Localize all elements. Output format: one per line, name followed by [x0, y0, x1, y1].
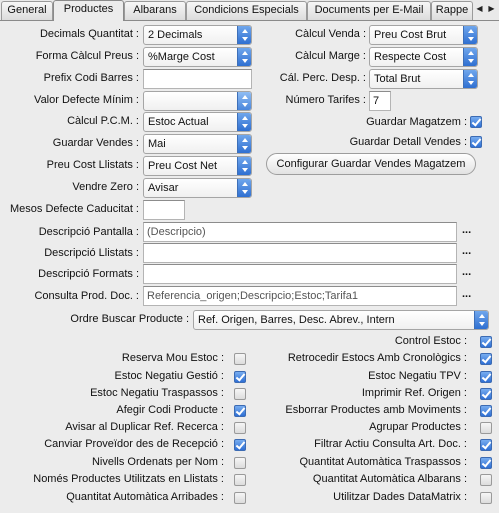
vendre-zero-value: Avisar: [148, 182, 179, 194]
estoc-negatiu-gestio-label: Estoc Negatiu Gestió :: [114, 370, 224, 382]
descripcio-formats-ellipsis-button[interactable]: ...: [462, 266, 472, 278]
updown-arrows-icon: [463, 70, 477, 88]
descripcio-llistats-input[interactable]: [143, 243, 457, 263]
quantitat-albarans-checkbox[interactable]: [480, 474, 492, 486]
decimals-quantitat-value: 2 Decimals: [148, 29, 203, 41]
cal-perc-desp-label: Cál. Perc. Desp. :: [279, 72, 366, 84]
avisar-duplicar-label: Avisar al Duplicar Ref. Recerca :: [65, 421, 224, 433]
mesos-caducitat-input[interactable]: [143, 200, 185, 220]
scroll-right-icon[interactable]: ▶: [488, 4, 495, 13]
consulta-prod-doc-label: Consulta Prod. Doc. :: [34, 290, 139, 302]
calcul-marge-select[interactable]: [369, 47, 478, 67]
scroll-left-icon[interactable]: ◀: [476, 4, 483, 13]
calcul-venda-value: Preu Cost Brut: [374, 29, 447, 41]
control-estoc-label: Control Estoc :: [394, 335, 467, 347]
calcul-marge-value: Respecte Cost: [374, 51, 447, 63]
ordre-buscar-select[interactable]: [193, 310, 489, 330]
guardar-vendes-label: Guardar Vendes :: [52, 137, 139, 149]
descripcio-formats-label: Descripció Formats :: [38, 268, 139, 280]
guardar-magatzem-label: Guardar Magatzem :: [366, 116, 467, 128]
numero-tarifes-label: Número Tarifes :: [285, 94, 366, 106]
descripcio-pantalla-label: Descripció Pantalla :: [38, 226, 139, 238]
avisar-duplicar-checkbox[interactable]: [234, 422, 246, 434]
configurar-guardar-vendes-button[interactable]: Configurar Guardar Vendes Magatzem: [266, 153, 476, 175]
descripcio-llistats-label: Descripció Llistats :: [44, 247, 139, 259]
esborrar-productes-checkbox[interactable]: [480, 405, 492, 417]
agrupar-productes-checkbox[interactable]: [480, 422, 492, 434]
preu-cost-llistats-select[interactable]: [143, 156, 252, 176]
quantitat-arribades-label: Quantitat Automàtica Arribades :: [66, 491, 224, 503]
reserva-mou-estoc-checkbox[interactable]: [234, 353, 246, 365]
consulta-prod-doc-ellipsis-button[interactable]: ...: [462, 288, 472, 300]
calcul-venda-label: Càlcul Venda :: [295, 28, 366, 40]
retrocedir-estocs-checkbox[interactable]: [480, 353, 492, 365]
utilitzar-datamatrix-label: Utilitzar Dades DataMatrix :: [333, 491, 467, 503]
imprimir-ref-origen-checkbox[interactable]: [480, 388, 492, 400]
guardar-magatzem-checkbox[interactable]: [470, 116, 482, 128]
tab-productes[interactable]: Productes: [53, 0, 124, 21]
updown-arrows-icon: [237, 179, 251, 197]
quantitat-albarans-label: Quantitat Automàtica Albarans :: [312, 473, 467, 485]
consulta-prod-doc-input[interactable]: Referencia_origen;Descripcio;Estoc;Tarifa1: [143, 286, 457, 306]
tab-documents-email[interactable]: Documents per E-Mail: [307, 1, 431, 20]
preu-cost-llistats-label: Preu Cost Llistats :: [46, 159, 139, 171]
ordre-buscar-value: Ref. Origen, Barres, Desc. Abrev., Intern: [198, 314, 395, 326]
vendre-zero-select[interactable]: [143, 178, 252, 198]
estoc-negatiu-traspassos-checkbox[interactable]: [234, 388, 246, 400]
canviar-proveidor-checkbox[interactable]: [234, 439, 246, 451]
agrupar-productes-label: Agrupar Productes :: [369, 421, 467, 433]
prefix-codi-label: Prefix Codi Barres :: [43, 72, 139, 84]
updown-arrows-icon: [463, 26, 477, 44]
nivells-ordenats-label: Nivells Ordenats per Nom :: [91, 456, 224, 468]
guardar-vendes-value: Mai: [148, 138, 166, 150]
quantitat-traspassos-checkbox[interactable]: [480, 457, 492, 469]
decimals-quantitat-label: Decimals Quantitat :: [39, 28, 139, 40]
descripcio-pantalla-ellipsis-button[interactable]: ...: [462, 224, 472, 236]
cal-perc-desp-value: Total Brut: [374, 73, 421, 85]
estoc-negatiu-gestio-checkbox[interactable]: [234, 371, 246, 383]
calcul-pcm-value: Estoc Actual: [148, 116, 209, 128]
vendre-zero-label: Vendre Zero :: [72, 181, 139, 193]
updown-arrows-icon: [463, 48, 477, 66]
updown-arrows-icon: [237, 135, 251, 153]
imprimir-ref-origen-label: Imprimir Ref. Origen :: [361, 387, 467, 399]
tab-albarans[interactable]: Albarans: [124, 1, 186, 20]
estoc-negatiu-traspassos-label: Estoc Negatiu Traspassos :: [90, 387, 224, 399]
afegir-codi-producte-label: Afegir Codi Producte :: [116, 404, 224, 416]
descripcio-pantalla-input[interactable]: (Descripcio): [143, 222, 457, 242]
guardar-vendes-select[interactable]: [143, 134, 252, 154]
reserva-mou-estoc-label: Reserva Mou Estoc :: [121, 352, 224, 364]
nivells-ordenats-checkbox[interactable]: [234, 457, 246, 469]
ordre-buscar-label: Ordre Buscar Producte :: [70, 313, 189, 325]
updown-arrows-icon: [474, 311, 488, 329]
preu-cost-llistats-value: Preu Cost Net: [148, 160, 218, 172]
filtrar-actiu-label: Filtrar Actiu Consulta Art. Doc. :: [314, 438, 467, 450]
dropdown-icon: [237, 92, 251, 110]
numero-tarifes-input[interactable]: 7: [369, 91, 391, 111]
control-estoc-checkbox[interactable]: [480, 336, 492, 348]
forma-calcul-select[interactable]: [143, 47, 252, 67]
valor-defecte-label: Valor Defecte Mínim :: [34, 94, 139, 106]
updown-arrows-icon: [237, 157, 251, 175]
prefix-codi-input[interactable]: [143, 69, 252, 89]
calcul-pcm-select[interactable]: [143, 112, 252, 132]
filtrar-actiu-checkbox[interactable]: [480, 439, 492, 451]
retrocedir-estocs-label: Retrocedir Estocs Amb Cronològics :: [287, 352, 467, 364]
estoc-negatiu-tpv-checkbox[interactable]: [480, 371, 492, 383]
tab-rappe[interactable]: Rappe: [431, 1, 473, 20]
quantitat-arribades-checkbox[interactable]: [234, 492, 246, 504]
descripcio-llistats-ellipsis-button[interactable]: ...: [462, 245, 472, 257]
calcul-pcm-label: Càlcul P.C.M. :: [67, 115, 139, 127]
guardar-detall-checkbox[interactable]: [470, 136, 482, 148]
decimals-quantitat-select[interactable]: [143, 25, 252, 45]
nomes-productes-checkbox[interactable]: [234, 474, 246, 486]
estoc-negatiu-tpv-label: Estoc Negatiu TPV :: [368, 370, 467, 382]
forma-calcul-value: %Marge Cost: [148, 51, 215, 63]
updown-arrows-icon: [237, 26, 251, 44]
esborrar-productes-label: Esborrar Productes amb Moviments :: [285, 404, 467, 416]
nomes-productes-label: Només Productes Utilitzats en Llistats :: [33, 473, 224, 485]
canviar-proveidor-label: Canviar Proveïdor des de Recepció :: [44, 438, 224, 450]
calcul-venda-select[interactable]: [369, 25, 478, 45]
mesos-caducitat-label: Mesos Defecte Caducitat :: [9, 203, 139, 215]
updown-arrows-icon: [237, 113, 251, 131]
tab-bar: [0, 0, 499, 20]
calcul-marge-label: Càlcul Marge :: [295, 50, 366, 62]
tab-general[interactable]: General: [1, 1, 53, 20]
utilitzar-datamatrix-checkbox[interactable]: [480, 492, 492, 504]
guardar-detall-label: Guardar Detall Vendes :: [349, 136, 467, 148]
afegir-codi-producte-checkbox[interactable]: [234, 405, 246, 417]
valor-defecte-select[interactable]: [143, 91, 252, 111]
forma-calcul-label: Forma Càlcul Preus :: [35, 50, 139, 62]
quantitat-traspassos-label: Quantitat Automàtica Traspassos :: [299, 456, 467, 468]
descripcio-formats-input[interactable]: [143, 264, 457, 284]
updown-arrows-icon: [237, 48, 251, 66]
tab-condicions-especials[interactable]: Condicions Especials: [186, 1, 307, 20]
cal-perc-desp-select[interactable]: [369, 69, 478, 89]
